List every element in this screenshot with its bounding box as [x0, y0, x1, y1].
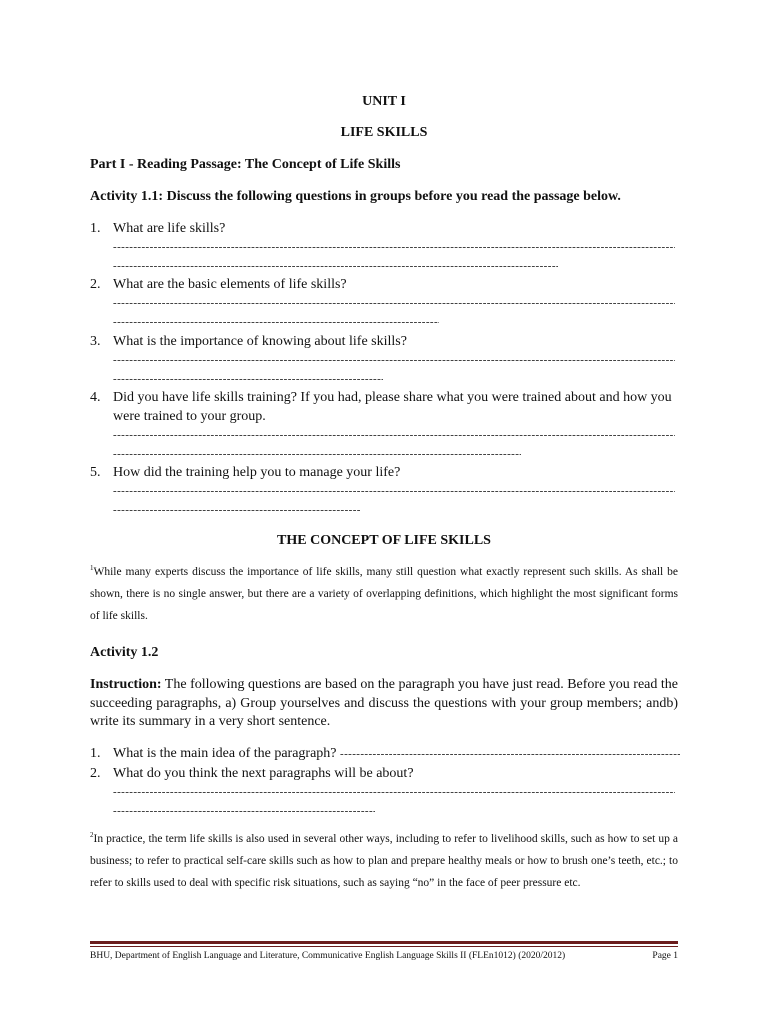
answer-line[interactable]	[113, 445, 521, 464]
concept-heading: THE CONCEPT OF LIFE SKILLS	[277, 533, 491, 548]
answer-line[interactable]	[113, 783, 675, 802]
instruction-paragraph	[90, 676, 678, 732]
question-1	[90, 219, 680, 276]
question-text: Did you have life skills training? If you had, please share what you were trained about and how you were trained to your group.	[113, 390, 672, 424]
question-number: 3.	[90, 334, 101, 349]
paragraph-text: While many experts discuss the importance of life skills, many still question what exactly represent such skills. As shall be shown, there is no single answer, but there are a variety of overlapping definitions, which highlight the most significant forms of life skills.	[90, 566, 678, 622]
answer-line[interactable]	[113, 482, 675, 501]
footer-source: BHU, Department of English Language and Literature, Communicative English Language Skills II (FLEn1012) (2020/2012)	[90, 951, 566, 961]
activity-2-question-2	[90, 764, 680, 821]
answer-line[interactable]	[113, 802, 375, 821]
paragraph-1	[90, 561, 678, 627]
page-footer	[90, 950, 678, 962]
footnote-marker: 2	[90, 831, 94, 839]
activity-1-1-heading: Activity 1.1: Discuss the following questions in groups before you read the passage below.	[90, 189, 621, 204]
answer-line[interactable]	[113, 294, 675, 313]
answer-line[interactable]	[113, 257, 558, 276]
question-number: 4.	[90, 390, 101, 405]
instruction-label: Instruction:	[90, 677, 162, 692]
question-2	[90, 275, 680, 332]
question-text: What is the main idea of the paragraph?	[113, 746, 341, 761]
activity-1-2-heading: Activity 1.2	[90, 645, 159, 660]
answer-line[interactable]	[113, 370, 383, 389]
instruction-text: The following questions are based on the paragraph you have just read. Before you read the succeeding paragraphs, a) Group yourselves and discuss the questions with your group members; andb) write its summary in a very short sentence.	[90, 677, 678, 729]
footnote-marker: 1	[90, 564, 94, 572]
footer-rule-thick	[90, 941, 678, 944]
answer-line[interactable]	[113, 351, 675, 370]
question-number: 5.	[90, 465, 101, 480]
question-text: How did the training help you to manage your life?	[113, 465, 401, 480]
question-text: What do you think the next paragraphs will be about?	[113, 766, 414, 781]
answer-line[interactable]	[113, 313, 439, 332]
unit-title: UNIT I	[362, 94, 406, 109]
question-text: What are life skills?	[113, 221, 226, 236]
paragraph-text: In practice, the term life skills is also used in several other ways, including to refer to livelihood skills, such as how to set up a business; to refer to practical self-care skills such as how to plan and prepare healthy meals or how to brush one’s teeth, etc.; to refer to skills used to deal with specific risk situations, such as saying “no” in the face of peer pressure etc.	[90, 833, 678, 889]
question-number: 1.	[90, 746, 101, 761]
question-5	[90, 463, 680, 520]
question-text: What are the basic elements of life skills?	[113, 277, 347, 292]
answer-line[interactable]	[113, 501, 360, 520]
question-3	[90, 332, 680, 389]
paragraph-2	[90, 828, 678, 894]
question-number: 1.	[90, 221, 101, 236]
answer-line[interactable]	[113, 426, 675, 445]
question-4	[90, 388, 680, 464]
answer-line[interactable]	[113, 238, 675, 257]
activity-2-question-1	[90, 744, 680, 764]
unit-subtitle: LIFE SKILLS	[340, 125, 428, 140]
answer-line[interactable]	[340, 748, 680, 760]
question-number: 2.	[90, 766, 101, 781]
question-text: What is the importance of knowing about life skills?	[113, 334, 407, 349]
page-number: Page 1	[652, 951, 678, 961]
footer-rule-thin	[90, 946, 678, 947]
part-heading: Part I - Reading Passage: The Concept of Life Skills	[90, 157, 401, 172]
question-number: 2.	[90, 277, 101, 292]
